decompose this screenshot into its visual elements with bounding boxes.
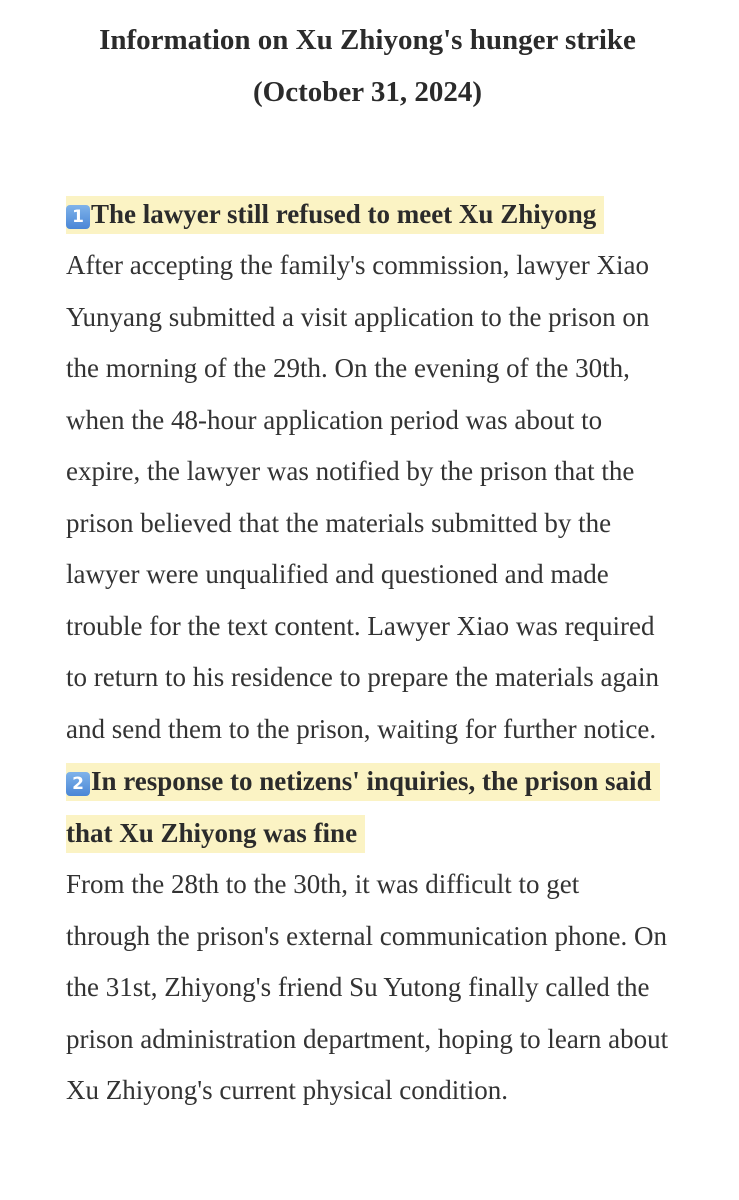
title-spacer: [66, 118, 669, 188]
keycap-2-icon: 2: [66, 772, 90, 796]
title-line-1: Information on Xu Zhiyong's hunger strike: [99, 24, 636, 56]
section-1-highlight: [66, 196, 604, 234]
document-title: [66, 0, 669, 118]
section-2-highlight: [66, 763, 660, 853]
section-1-heading-text: The lawyer still refused to meet Xu Zhiyong: [91, 199, 597, 229]
section-1-heading: [66, 188, 669, 240]
section-2-heading-text: In response to netizens' inquiries, the prison said that Xu Zhiyong was fine: [66, 766, 652, 848]
section-2-body: From the 28th to the 30th, it was difficult to get through the prison's external communication phone. On the 31st, Zhiyong's friend Su Yutong finally called the prison administration department, hoping to learn about Xu Zhiyong's current physical condition.: [66, 869, 669, 1105]
section-1-body: After accepting the family's commission, lawyer Xiao Yunyang submitted a visit application to the prison on the morning of the 29th. On the evening of the 30th, when the 48-hour application period was about to expire, the lawyer was notified by the prison that the prison believed that the materials submitted by the lawyer were unqualified and questioned and made trouble for the text content. Lawyer Xiao was required to return to his residence to prepare the materials again and send them to the prison, waiting for further notice.: [66, 250, 660, 744]
title-line-2: (October 31, 2024): [253, 76, 482, 108]
section-2-heading: [66, 755, 669, 859]
section-2: [66, 755, 669, 1117]
section-1: [66, 188, 669, 755]
keycap-1-icon: 1: [66, 205, 90, 229]
